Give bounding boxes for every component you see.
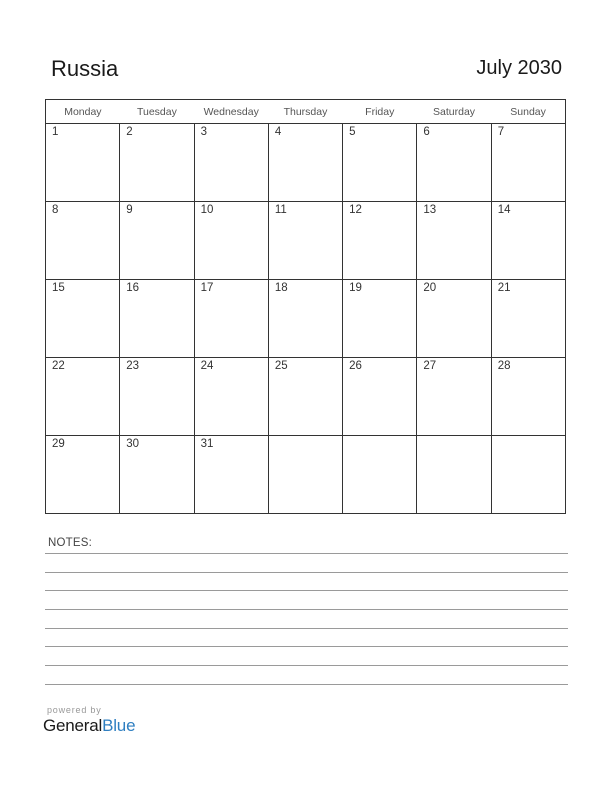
weekday-header: Monday — [46, 100, 120, 124]
day-cell — [120, 436, 194, 514]
day-cell — [46, 280, 120, 358]
day-number — [343, 436, 416, 438]
day-cell — [268, 358, 342, 436]
day-number: 2 — [126, 126, 133, 138]
day-number: 4 — [274, 126, 282, 138]
day-number: 7 — [497, 126, 505, 138]
day-cell — [343, 124, 417, 202]
day-number — [492, 436, 565, 438]
day-cell — [120, 124, 194, 202]
day-number: 23 — [126, 360, 140, 372]
notes-line — [45, 572, 568, 573]
day-cell — [491, 124, 565, 202]
day-cell — [194, 202, 268, 280]
day-number — [417, 436, 490, 438]
day-cell — [268, 202, 342, 280]
day-number: 22 — [52, 360, 65, 372]
day-number: 26 — [349, 360, 362, 372]
day-number: 28 — [497, 360, 511, 372]
month-year-title: July 2030 — [476, 57, 562, 79]
day-number: 8 — [52, 204, 59, 216]
day-cell — [417, 436, 491, 514]
week-row — [46, 358, 566, 436]
day-cell — [120, 280, 194, 358]
week-row — [46, 202, 566, 280]
day-number: 16 — [126, 282, 140, 294]
day-cell — [417, 202, 491, 280]
day-number: 29 — [52, 438, 65, 450]
day-number: 20 — [423, 282, 437, 294]
day-cell — [417, 358, 491, 436]
day-number: 18 — [274, 282, 288, 294]
notes-line — [45, 665, 568, 666]
day-number: 15 — [52, 282, 65, 294]
weekday-header: Tuesday — [120, 100, 194, 124]
notes-line — [45, 609, 568, 610]
day-cell — [417, 124, 491, 202]
week-row — [46, 280, 566, 358]
day-cell — [194, 124, 268, 202]
notes-line — [45, 553, 568, 554]
day-cell — [194, 280, 268, 358]
day-cell — [46, 124, 120, 202]
brand-general-text: General — [43, 716, 103, 735]
day-cell — [194, 436, 268, 514]
country-title: Russia — [51, 56, 119, 81]
generalblue-logo — [43, 716, 135, 736]
week-row — [46, 436, 566, 514]
day-cell — [343, 358, 417, 436]
day-cell — [120, 202, 194, 280]
day-cell — [268, 280, 342, 358]
day-cell — [491, 358, 565, 436]
day-cell — [268, 436, 342, 514]
day-number: 21 — [497, 282, 511, 294]
day-number: 1 — [52, 126, 59, 138]
day-number: 3 — [200, 126, 207, 138]
notes-line — [45, 646, 568, 647]
day-cell — [46, 202, 120, 280]
day-number: 6 — [423, 126, 430, 138]
day-cell — [491, 280, 565, 358]
notes-line — [45, 628, 568, 629]
day-cell — [120, 358, 194, 436]
day-number: 12 — [349, 204, 362, 216]
day-number: 31 — [200, 438, 214, 450]
day-cell — [491, 202, 565, 280]
day-number: 24 — [200, 360, 214, 372]
day-cell — [343, 202, 417, 280]
day-number — [269, 436, 342, 438]
brand-blue-text: Blue — [102, 716, 136, 735]
day-number: 13 — [423, 204, 437, 216]
weekday-header: Thursday — [268, 100, 342, 124]
weekday-header: Saturday — [417, 100, 491, 124]
day-cell — [268, 124, 342, 202]
day-cell — [46, 358, 120, 436]
notes-line — [45, 684, 568, 685]
day-number: 30 — [126, 438, 140, 450]
notes-line — [45, 590, 568, 591]
notes-label: NOTES: — [48, 537, 93, 549]
day-number: 25 — [274, 360, 288, 372]
day-number: 5 — [349, 126, 356, 138]
day-cell — [417, 280, 491, 358]
day-number: 11 — [274, 204, 287, 216]
calendar-grid — [45, 99, 566, 514]
day-cell — [343, 436, 417, 514]
day-number: 10 — [200, 204, 214, 216]
day-number: 17 — [200, 282, 214, 294]
day-number: 19 — [349, 282, 362, 294]
powered-by-text: powered by — [47, 705, 102, 715]
weekday-header: Friday — [343, 100, 417, 124]
day-number: 14 — [497, 204, 511, 216]
day-number: 9 — [126, 204, 133, 216]
day-cell — [194, 358, 268, 436]
weekday-header: Sunday — [491, 100, 565, 124]
weekday-header-row — [46, 100, 566, 124]
day-cell — [46, 436, 120, 514]
day-number: 27 — [423, 360, 437, 372]
day-cell — [343, 280, 417, 358]
weekday-header: Wednesday — [194, 100, 268, 124]
day-cell — [491, 436, 565, 514]
week-row — [46, 124, 566, 202]
